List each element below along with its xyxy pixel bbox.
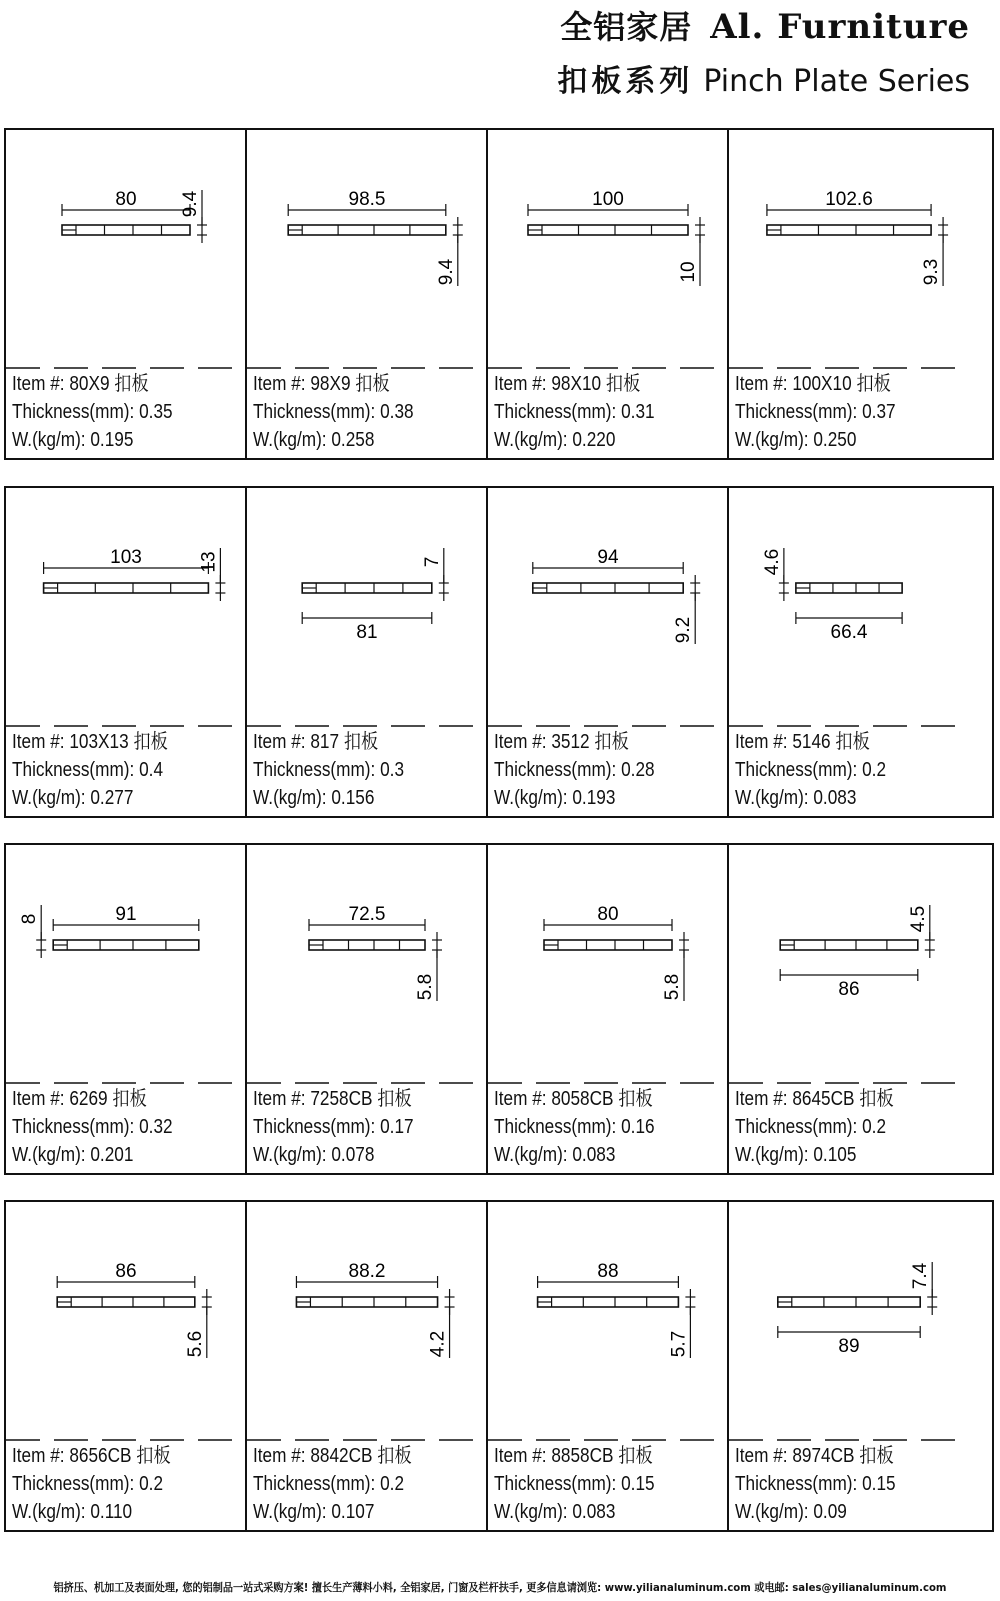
thickness-label: Thickness(mm): bbox=[253, 1116, 376, 1138]
height-dimension bbox=[428, 1289, 455, 1358]
profile-drawing bbox=[6, 1202, 246, 1442]
weight-value: 0.083 bbox=[567, 1144, 616, 1166]
weight-line bbox=[12, 1141, 173, 1169]
thickness-label: Thickness(mm): bbox=[735, 1473, 858, 1495]
height-label: 7.4 bbox=[910, 1262, 932, 1290]
item-line bbox=[494, 1085, 655, 1113]
item-value: 8645CB 扣板 bbox=[787, 1088, 894, 1110]
height-label: 5.7 bbox=[668, 1330, 690, 1358]
width-label: 72.5 bbox=[348, 904, 386, 925]
thickness-label: Thickness(mm): bbox=[253, 1473, 376, 1495]
thickness-line bbox=[12, 1470, 171, 1498]
thickness-line bbox=[253, 1470, 412, 1498]
item-value: 100X10 扣板 bbox=[787, 373, 891, 395]
thickness-label: Thickness(mm): bbox=[253, 401, 376, 423]
profile-shape bbox=[544, 940, 672, 950]
item-line bbox=[12, 1085, 173, 1113]
thickness-line bbox=[253, 398, 414, 426]
weight-line bbox=[12, 784, 168, 812]
product-row bbox=[4, 1200, 994, 1532]
thickness-value: 0.17 bbox=[375, 1116, 414, 1138]
product-info bbox=[494, 1442, 655, 1526]
product-info bbox=[253, 728, 404, 812]
weight-value: 0.083 bbox=[808, 787, 857, 809]
product-info bbox=[494, 1085, 655, 1169]
width-label: 86 bbox=[838, 979, 860, 1000]
item-label: Item #: bbox=[735, 731, 788, 753]
item-line bbox=[253, 728, 404, 756]
profile-shape bbox=[796, 583, 902, 593]
item-label: Item #: bbox=[494, 373, 547, 395]
profile-shape bbox=[528, 225, 688, 235]
weight-value: 0.105 bbox=[808, 1144, 857, 1166]
height-dimension bbox=[436, 217, 463, 286]
width-dimension bbox=[767, 189, 931, 216]
product-cell bbox=[6, 130, 247, 458]
item-line bbox=[494, 728, 655, 756]
product-cell bbox=[247, 1202, 488, 1530]
thickness-value: 0.2 bbox=[857, 1116, 887, 1138]
item-value: 8974CB 扣板 bbox=[787, 1445, 894, 1467]
item-label: Item #: bbox=[253, 731, 306, 753]
profile-drawing bbox=[488, 845, 728, 1085]
product-cell bbox=[6, 488, 247, 816]
item-line bbox=[253, 1085, 414, 1113]
weight-value: 0.193 bbox=[567, 787, 616, 809]
thickness-value: 0.32 bbox=[134, 1116, 173, 1138]
profile-shape bbox=[778, 1297, 920, 1307]
thickness-line bbox=[494, 756, 655, 784]
width-dimension bbox=[62, 189, 190, 216]
item-line bbox=[12, 728, 168, 756]
profile-shape bbox=[538, 1297, 679, 1307]
weight-value: 0.195 bbox=[85, 429, 134, 451]
weight-line bbox=[12, 1498, 171, 1526]
footer-contact: 铝挤压、机加工及表面处理, 您的铝制品一站式采购方案! 擅长生产薄料小料, 全铝家居, 门窗及栏杆扶手, 更多信息请浏览: www.yilianaluminum.com 或电邮: sales@yilianaluminum.com bbox=[53, 1581, 947, 1594]
width-dimension bbox=[302, 612, 432, 643]
thickness-line bbox=[12, 1113, 173, 1141]
height-dimension bbox=[673, 575, 700, 644]
height-dimension bbox=[415, 932, 442, 1001]
weight-value: 0.107 bbox=[326, 1501, 375, 1523]
weight-value: 0.110 bbox=[85, 1501, 133, 1523]
weight-label: W.(kg/m): bbox=[12, 1144, 86, 1166]
thickness-line bbox=[253, 756, 404, 784]
profile-shape bbox=[53, 940, 199, 950]
weight-value: 0.258 bbox=[326, 429, 375, 451]
weight-value: 0.277 bbox=[85, 787, 134, 809]
series-title-en: Pinch Plate Series bbox=[703, 64, 970, 99]
width-dimension bbox=[528, 189, 688, 216]
thickness-value: 0.4 bbox=[134, 759, 164, 781]
thickness-label: Thickness(mm): bbox=[12, 401, 135, 423]
profile-shape bbox=[302, 583, 432, 593]
item-value: 98X10 扣板 bbox=[546, 373, 641, 395]
item-value: 8058CB 扣板 bbox=[546, 1088, 653, 1110]
item-label: Item #: bbox=[735, 373, 788, 395]
item-label: Item #: bbox=[494, 1445, 547, 1467]
item-line bbox=[494, 370, 655, 398]
thickness-value: 0.15 bbox=[616, 1473, 655, 1495]
item-value: 817 扣板 bbox=[305, 731, 379, 753]
weight-line bbox=[494, 784, 655, 812]
product-row bbox=[4, 843, 994, 1175]
width-dimension bbox=[288, 189, 446, 216]
item-value: 6269 扣板 bbox=[64, 1088, 147, 1110]
thickness-value: 0.3 bbox=[375, 759, 405, 781]
weight-label: W.(kg/m): bbox=[253, 1144, 327, 1166]
weight-line bbox=[253, 426, 414, 454]
item-value: 8842CB 扣板 bbox=[305, 1445, 412, 1467]
width-label: 66.4 bbox=[830, 622, 868, 643]
item-value: 7258CB 扣板 bbox=[305, 1088, 412, 1110]
height-label: 5.8 bbox=[662, 973, 683, 1001]
product-cell bbox=[488, 130, 729, 458]
thickness-line bbox=[253, 1113, 414, 1141]
profile-shape bbox=[780, 940, 918, 950]
item-label: Item #: bbox=[12, 731, 65, 753]
thickness-value: 0.16 bbox=[616, 1116, 655, 1138]
brand-title-en: Al. Furniture bbox=[710, 7, 970, 47]
item-label: Item #: bbox=[253, 1445, 306, 1467]
item-label: Item #: bbox=[12, 1445, 65, 1467]
item-label: Item #: bbox=[494, 1088, 547, 1110]
height-label: 9.2 bbox=[673, 616, 695, 644]
profile-shape bbox=[62, 225, 190, 235]
profile-drawing bbox=[247, 488, 487, 728]
item-label: Item #: bbox=[253, 373, 306, 395]
width-dimension bbox=[533, 547, 683, 574]
thickness-label: Thickness(mm): bbox=[12, 1473, 135, 1495]
height-dimension bbox=[668, 1289, 695, 1358]
width-label: 89 bbox=[838, 1336, 860, 1357]
weight-value: 0.250 bbox=[808, 429, 857, 451]
profile-drawing bbox=[6, 845, 246, 1085]
weight-line bbox=[494, 1498, 655, 1526]
item-label: Item #: bbox=[12, 1088, 65, 1110]
height-label: 8 bbox=[19, 913, 41, 925]
width-label: 91 bbox=[115, 904, 137, 925]
item-value: 8656CB 扣板 bbox=[64, 1445, 171, 1467]
profile-drawing bbox=[6, 130, 246, 370]
thickness-label: Thickness(mm): bbox=[12, 759, 135, 781]
item-line bbox=[735, 370, 896, 398]
item-value: 103X13 扣板 bbox=[64, 731, 168, 753]
product-cell bbox=[247, 130, 488, 458]
item-label: Item #: bbox=[12, 373, 65, 395]
width-label: 86 bbox=[115, 1261, 137, 1282]
height-dimension bbox=[921, 217, 948, 286]
weight-value: 0.220 bbox=[567, 429, 616, 451]
product-info bbox=[735, 728, 886, 812]
profile-drawing bbox=[247, 130, 487, 370]
profile-shape bbox=[44, 583, 209, 593]
width-dimension bbox=[780, 969, 918, 1000]
item-line bbox=[735, 728, 886, 756]
item-line bbox=[253, 1442, 412, 1470]
item-label: Item #: bbox=[494, 731, 547, 753]
thickness-label: Thickness(mm): bbox=[253, 759, 376, 781]
product-cell bbox=[488, 488, 729, 816]
profile-shape bbox=[57, 1297, 195, 1307]
width-label: 80 bbox=[597, 904, 619, 925]
weight-label: W.(kg/m): bbox=[12, 787, 86, 809]
weight-label: W.(kg/m): bbox=[12, 1501, 86, 1523]
item-line bbox=[12, 1442, 171, 1470]
thickness-label: Thickness(mm): bbox=[494, 401, 617, 423]
weight-line bbox=[253, 784, 404, 812]
width-label: 100 bbox=[592, 189, 624, 210]
height-label: 4.2 bbox=[427, 1330, 449, 1358]
profile-drawing bbox=[729, 845, 969, 1085]
weight-value: 0.09 bbox=[808, 1501, 847, 1523]
weight-label: W.(kg/m): bbox=[494, 787, 568, 809]
weight-label: W.(kg/m): bbox=[494, 1501, 568, 1523]
product-info bbox=[253, 370, 414, 454]
weight-label: W.(kg/m): bbox=[735, 1501, 809, 1523]
thickness-value: 0.2 bbox=[857, 759, 887, 781]
thickness-label: Thickness(mm): bbox=[735, 1116, 858, 1138]
profile-drawing bbox=[247, 1202, 487, 1442]
width-label: 88.2 bbox=[348, 1261, 386, 1282]
profile-drawing bbox=[247, 845, 487, 1085]
weight-line bbox=[735, 426, 896, 454]
height-label: 5.6 bbox=[184, 1330, 206, 1358]
profile-drawing bbox=[729, 488, 969, 728]
thickness-value: 0.31 bbox=[616, 401, 655, 423]
width-label: 102.6 bbox=[825, 189, 873, 210]
profile-shape bbox=[309, 940, 425, 950]
item-value: 3512 扣板 bbox=[546, 731, 629, 753]
item-line bbox=[12, 370, 173, 398]
thickness-value: 0.2 bbox=[134, 1473, 164, 1495]
product-info bbox=[735, 1442, 896, 1526]
weight-value: 0.083 bbox=[567, 1501, 616, 1523]
weight-label: W.(kg/m): bbox=[253, 1501, 327, 1523]
item-label: Item #: bbox=[253, 1088, 306, 1110]
profile-shape bbox=[533, 583, 683, 593]
item-value: 98X9 扣板 bbox=[305, 373, 390, 395]
item-line bbox=[253, 370, 414, 398]
thickness-value: 0.37 bbox=[857, 401, 896, 423]
profile-drawing bbox=[729, 1202, 969, 1442]
product-info bbox=[494, 728, 655, 812]
product-info bbox=[253, 1442, 412, 1526]
height-label: 7 bbox=[421, 556, 443, 568]
product-info bbox=[735, 370, 896, 454]
height-dimension bbox=[678, 217, 705, 286]
weight-line bbox=[735, 1498, 896, 1526]
product-cell bbox=[6, 845, 247, 1173]
weight-value: 0.078 bbox=[326, 1144, 375, 1166]
weight-label: W.(kg/m): bbox=[12, 429, 86, 451]
thickness-value: 0.28 bbox=[616, 759, 655, 781]
profile-drawing bbox=[488, 130, 728, 370]
height-label: 4.5 bbox=[907, 905, 929, 933]
width-dimension bbox=[778, 1326, 920, 1357]
product-info bbox=[253, 1085, 414, 1169]
brand-title-cn: 全铝家居 bbox=[560, 8, 693, 46]
height-dimension bbox=[662, 932, 689, 1001]
thickness-line bbox=[12, 756, 168, 784]
brand-title bbox=[560, 2, 970, 48]
item-value: 80X9 扣板 bbox=[64, 373, 149, 395]
product-cell bbox=[729, 488, 975, 816]
profile-shape bbox=[296, 1297, 437, 1307]
profile-drawing bbox=[488, 488, 728, 728]
thickness-line bbox=[494, 1470, 655, 1498]
thickness-label: Thickness(mm): bbox=[12, 1116, 135, 1138]
series-title-cn: 扣板系列 bbox=[557, 64, 694, 99]
product-row bbox=[4, 128, 994, 460]
thickness-line bbox=[12, 398, 173, 426]
width-label: 80 bbox=[115, 189, 137, 210]
height-label: 10 bbox=[678, 261, 699, 283]
weight-label: W.(kg/m): bbox=[735, 1144, 809, 1166]
thickness-line bbox=[735, 398, 896, 426]
width-dimension bbox=[57, 1261, 195, 1288]
thickness-label: Thickness(mm): bbox=[494, 1473, 617, 1495]
height-label: 13 bbox=[198, 551, 220, 573]
height-dimension bbox=[19, 905, 46, 958]
item-line bbox=[735, 1442, 896, 1470]
item-line bbox=[494, 1442, 655, 1470]
product-cell bbox=[247, 845, 488, 1173]
product-cell bbox=[729, 845, 975, 1173]
thickness-line bbox=[735, 1470, 896, 1498]
item-line bbox=[735, 1085, 894, 1113]
profile-drawing bbox=[488, 1202, 728, 1442]
width-dimension bbox=[296, 1261, 437, 1288]
product-info bbox=[494, 370, 655, 454]
weight-label: W.(kg/m): bbox=[253, 429, 327, 451]
height-label: 5.8 bbox=[415, 973, 436, 1001]
height-label: 9.4 bbox=[180, 190, 201, 218]
weight-value: 0.156 bbox=[326, 787, 375, 809]
width-label: 94 bbox=[597, 547, 619, 568]
product-info bbox=[12, 728, 168, 812]
width-dimension bbox=[544, 904, 672, 931]
width-label: 103 bbox=[110, 547, 142, 568]
thickness-label: Thickness(mm): bbox=[735, 759, 858, 781]
profile-drawing bbox=[6, 488, 246, 728]
thickness-line bbox=[735, 756, 886, 784]
item-label: Item #: bbox=[735, 1445, 788, 1467]
product-info bbox=[12, 370, 173, 454]
product-info bbox=[12, 1085, 173, 1169]
item-value: 8858CB 扣板 bbox=[546, 1445, 653, 1467]
height-label: 9.3 bbox=[921, 258, 943, 286]
width-dimension bbox=[796, 612, 902, 643]
weight-label: W.(kg/m): bbox=[494, 429, 568, 451]
width-dimension bbox=[309, 904, 425, 931]
thickness-value: 0.35 bbox=[134, 401, 173, 423]
weight-label: W.(kg/m): bbox=[494, 1144, 568, 1166]
profile-shape bbox=[288, 225, 446, 235]
thickness-value: 0.38 bbox=[375, 401, 414, 423]
thickness-label: Thickness(mm): bbox=[735, 401, 858, 423]
weight-line bbox=[494, 426, 655, 454]
weight-line bbox=[253, 1498, 412, 1526]
height-dimension bbox=[185, 1289, 212, 1358]
weight-line bbox=[253, 1141, 414, 1169]
weight-label: W.(kg/m): bbox=[253, 787, 327, 809]
weight-line bbox=[735, 1141, 894, 1169]
weight-line bbox=[12, 426, 173, 454]
width-dimension bbox=[44, 547, 209, 574]
weight-value: 0.201 bbox=[85, 1144, 134, 1166]
height-label: 4.6 bbox=[761, 548, 783, 576]
weight-line bbox=[735, 784, 886, 812]
product-info bbox=[12, 1442, 171, 1526]
height-label: 9.4 bbox=[435, 258, 457, 286]
product-cell bbox=[729, 130, 975, 458]
thickness-value: 0.2 bbox=[375, 1473, 405, 1495]
series-title bbox=[557, 56, 970, 100]
thickness-label: Thickness(mm): bbox=[494, 759, 617, 781]
product-cell bbox=[6, 1202, 247, 1530]
width-dimension bbox=[53, 904, 199, 931]
width-label: 81 bbox=[356, 622, 378, 643]
product-cell bbox=[247, 488, 488, 816]
item-label: Item #: bbox=[735, 1088, 788, 1110]
product-cell bbox=[488, 1202, 729, 1530]
weight-line bbox=[494, 1141, 655, 1169]
thickness-line bbox=[735, 1113, 894, 1141]
thickness-value: 0.15 bbox=[857, 1473, 896, 1495]
profile-shape bbox=[767, 225, 931, 235]
height-dimension bbox=[762, 548, 789, 601]
thickness-line bbox=[494, 398, 655, 426]
product-cell bbox=[488, 845, 729, 1173]
product-row bbox=[4, 486, 994, 818]
weight-label: W.(kg/m): bbox=[735, 429, 809, 451]
thickness-label: Thickness(mm): bbox=[494, 1116, 617, 1138]
thickness-line bbox=[494, 1113, 655, 1141]
item-value: 5146 扣板 bbox=[787, 731, 870, 753]
product-cell bbox=[729, 1202, 975, 1530]
weight-label: W.(kg/m): bbox=[735, 787, 809, 809]
width-label: 98.5 bbox=[348, 189, 386, 210]
product-info bbox=[735, 1085, 894, 1169]
width-label: 88 bbox=[597, 1261, 619, 1282]
width-dimension bbox=[538, 1261, 679, 1288]
profile-drawing bbox=[729, 130, 969, 370]
